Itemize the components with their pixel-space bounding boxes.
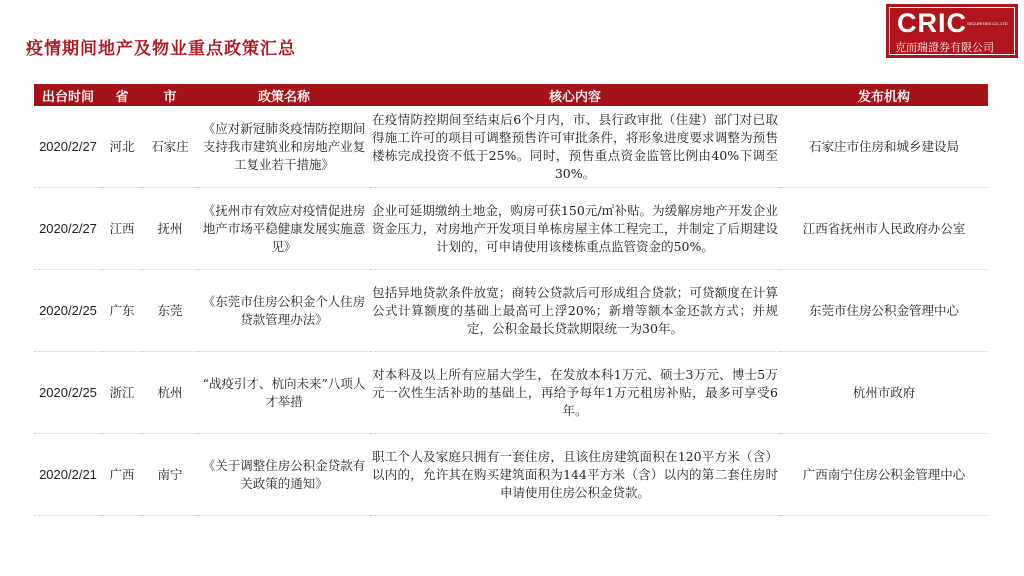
- cell-content: 包括异地贷款条件放宽；商转公贷款后可形成组合贷款；可贷额度在计算公式计算额度的基础上最高可上浮20%；新增等额本金还款方式；并规定，公积金最长贷款期限统一为30年。: [370, 270, 780, 352]
- cell-content: 对本科及以上所有应届大学生，在发放本科1万元、硕士3万元、博士5万元一次性生活补助的基础上，再给予每年1万元租房补贴，最多可享受6年。: [370, 352, 780, 434]
- table-row: [34, 188, 988, 270]
- cell-province: 浙江: [102, 352, 142, 434]
- cell-city: 南宁: [142, 434, 198, 516]
- cell-content: 企业可延期缴纳土地金，购房可获150元/㎡补贴。为缓解房地产开发企业资金压力，对房地产开发项目单栋房屋主体工程完工，并制定了后期建设计划的，可申请使用该楼栋重点监管资金的50%。: [370, 188, 780, 270]
- column-header-city: 市: [142, 84, 198, 106]
- cell-content: 职工个人及家庭只拥有一套住房，且该住房建筑面积在120平方米（含）以内的，允许其在购买建筑面积为144平方米（含）以内的第二套住房时申请使用住房公积金贷款。: [370, 434, 780, 516]
- cell-city: 抚州: [142, 188, 198, 270]
- cell-date: 2020/2/25: [34, 352, 102, 434]
- cell-policy: “战疫引才、杭向未来”八项人才举措: [198, 352, 370, 434]
- cell-content: 在疫情防控期间至结束后6个月内，市、县行政审批（住建）部门对已取得施工许可的项目可调整预售许可审批条件，将形象进度要求调整为预售楼栋完成投资不低于25%。同时，预售重点资金监管比例由40%下调至30%。: [370, 106, 780, 188]
- cell-policy: 《应对新冠肺炎疫情防控期间支持我市建筑业和房地产业复工复业若干措施》: [198, 106, 370, 188]
- cell-issuer: 广西南宁住房公积金管理中心: [780, 434, 988, 516]
- table-row: [34, 352, 988, 434]
- column-header-issuer: 发布机构: [780, 84, 988, 106]
- cell-province: 江西: [102, 188, 142, 270]
- table-header-row: [34, 84, 988, 106]
- column-header-date: 出台时间: [34, 84, 102, 106]
- table-row: [34, 270, 988, 352]
- column-header-policy: 政策名称: [198, 84, 370, 106]
- table-row: [34, 434, 988, 516]
- cell-date: 2020/2/27: [34, 106, 102, 188]
- column-header-content: 核心内容: [370, 84, 780, 106]
- cell-city: 杭州: [142, 352, 198, 434]
- cell-policy: 《关于调整住房公积金贷款有关政策的通知》: [198, 434, 370, 516]
- cell-city: 石家庄: [142, 106, 198, 188]
- logo-main-text: CRIC: [897, 8, 967, 38]
- cell-date: 2020/2/21: [34, 434, 102, 516]
- logo-small-text: SECURITIES CO.,LTD: [967, 21, 1008, 26]
- cell-issuer: 江西省抚州市人民政府办公室: [780, 188, 988, 270]
- column-header-province: 省: [102, 84, 142, 106]
- cell-city: 东莞: [142, 270, 198, 352]
- cell-province: 广东: [102, 270, 142, 352]
- cell-issuer: 杭州市政府: [780, 352, 988, 434]
- cell-date: 2020/2/27: [34, 188, 102, 270]
- cell-date: 2020/2/25: [34, 270, 102, 352]
- cell-province: 河北: [102, 106, 142, 188]
- cell-policy: 《东莞市住房公积金个人住房贷款管理办法》: [198, 270, 370, 352]
- cell-issuer: 东莞市住房公积金管理中心: [780, 270, 988, 352]
- cell-province: 广西: [102, 434, 142, 516]
- logo-sub-text: 克而瑞證券有限公司: [895, 41, 994, 54]
- policy-table: [34, 84, 988, 516]
- cric-logo: [886, 4, 1018, 58]
- cell-policy: 《抚州市有效应对疫情促进房地产市场平稳健康发展实施意见》: [198, 188, 370, 270]
- cell-issuer: 石家庄市住房和城乡建设局: [780, 106, 988, 188]
- page-title: 疫情期间地产及物业重点政策汇总: [26, 39, 296, 59]
- table-row: [34, 106, 988, 188]
